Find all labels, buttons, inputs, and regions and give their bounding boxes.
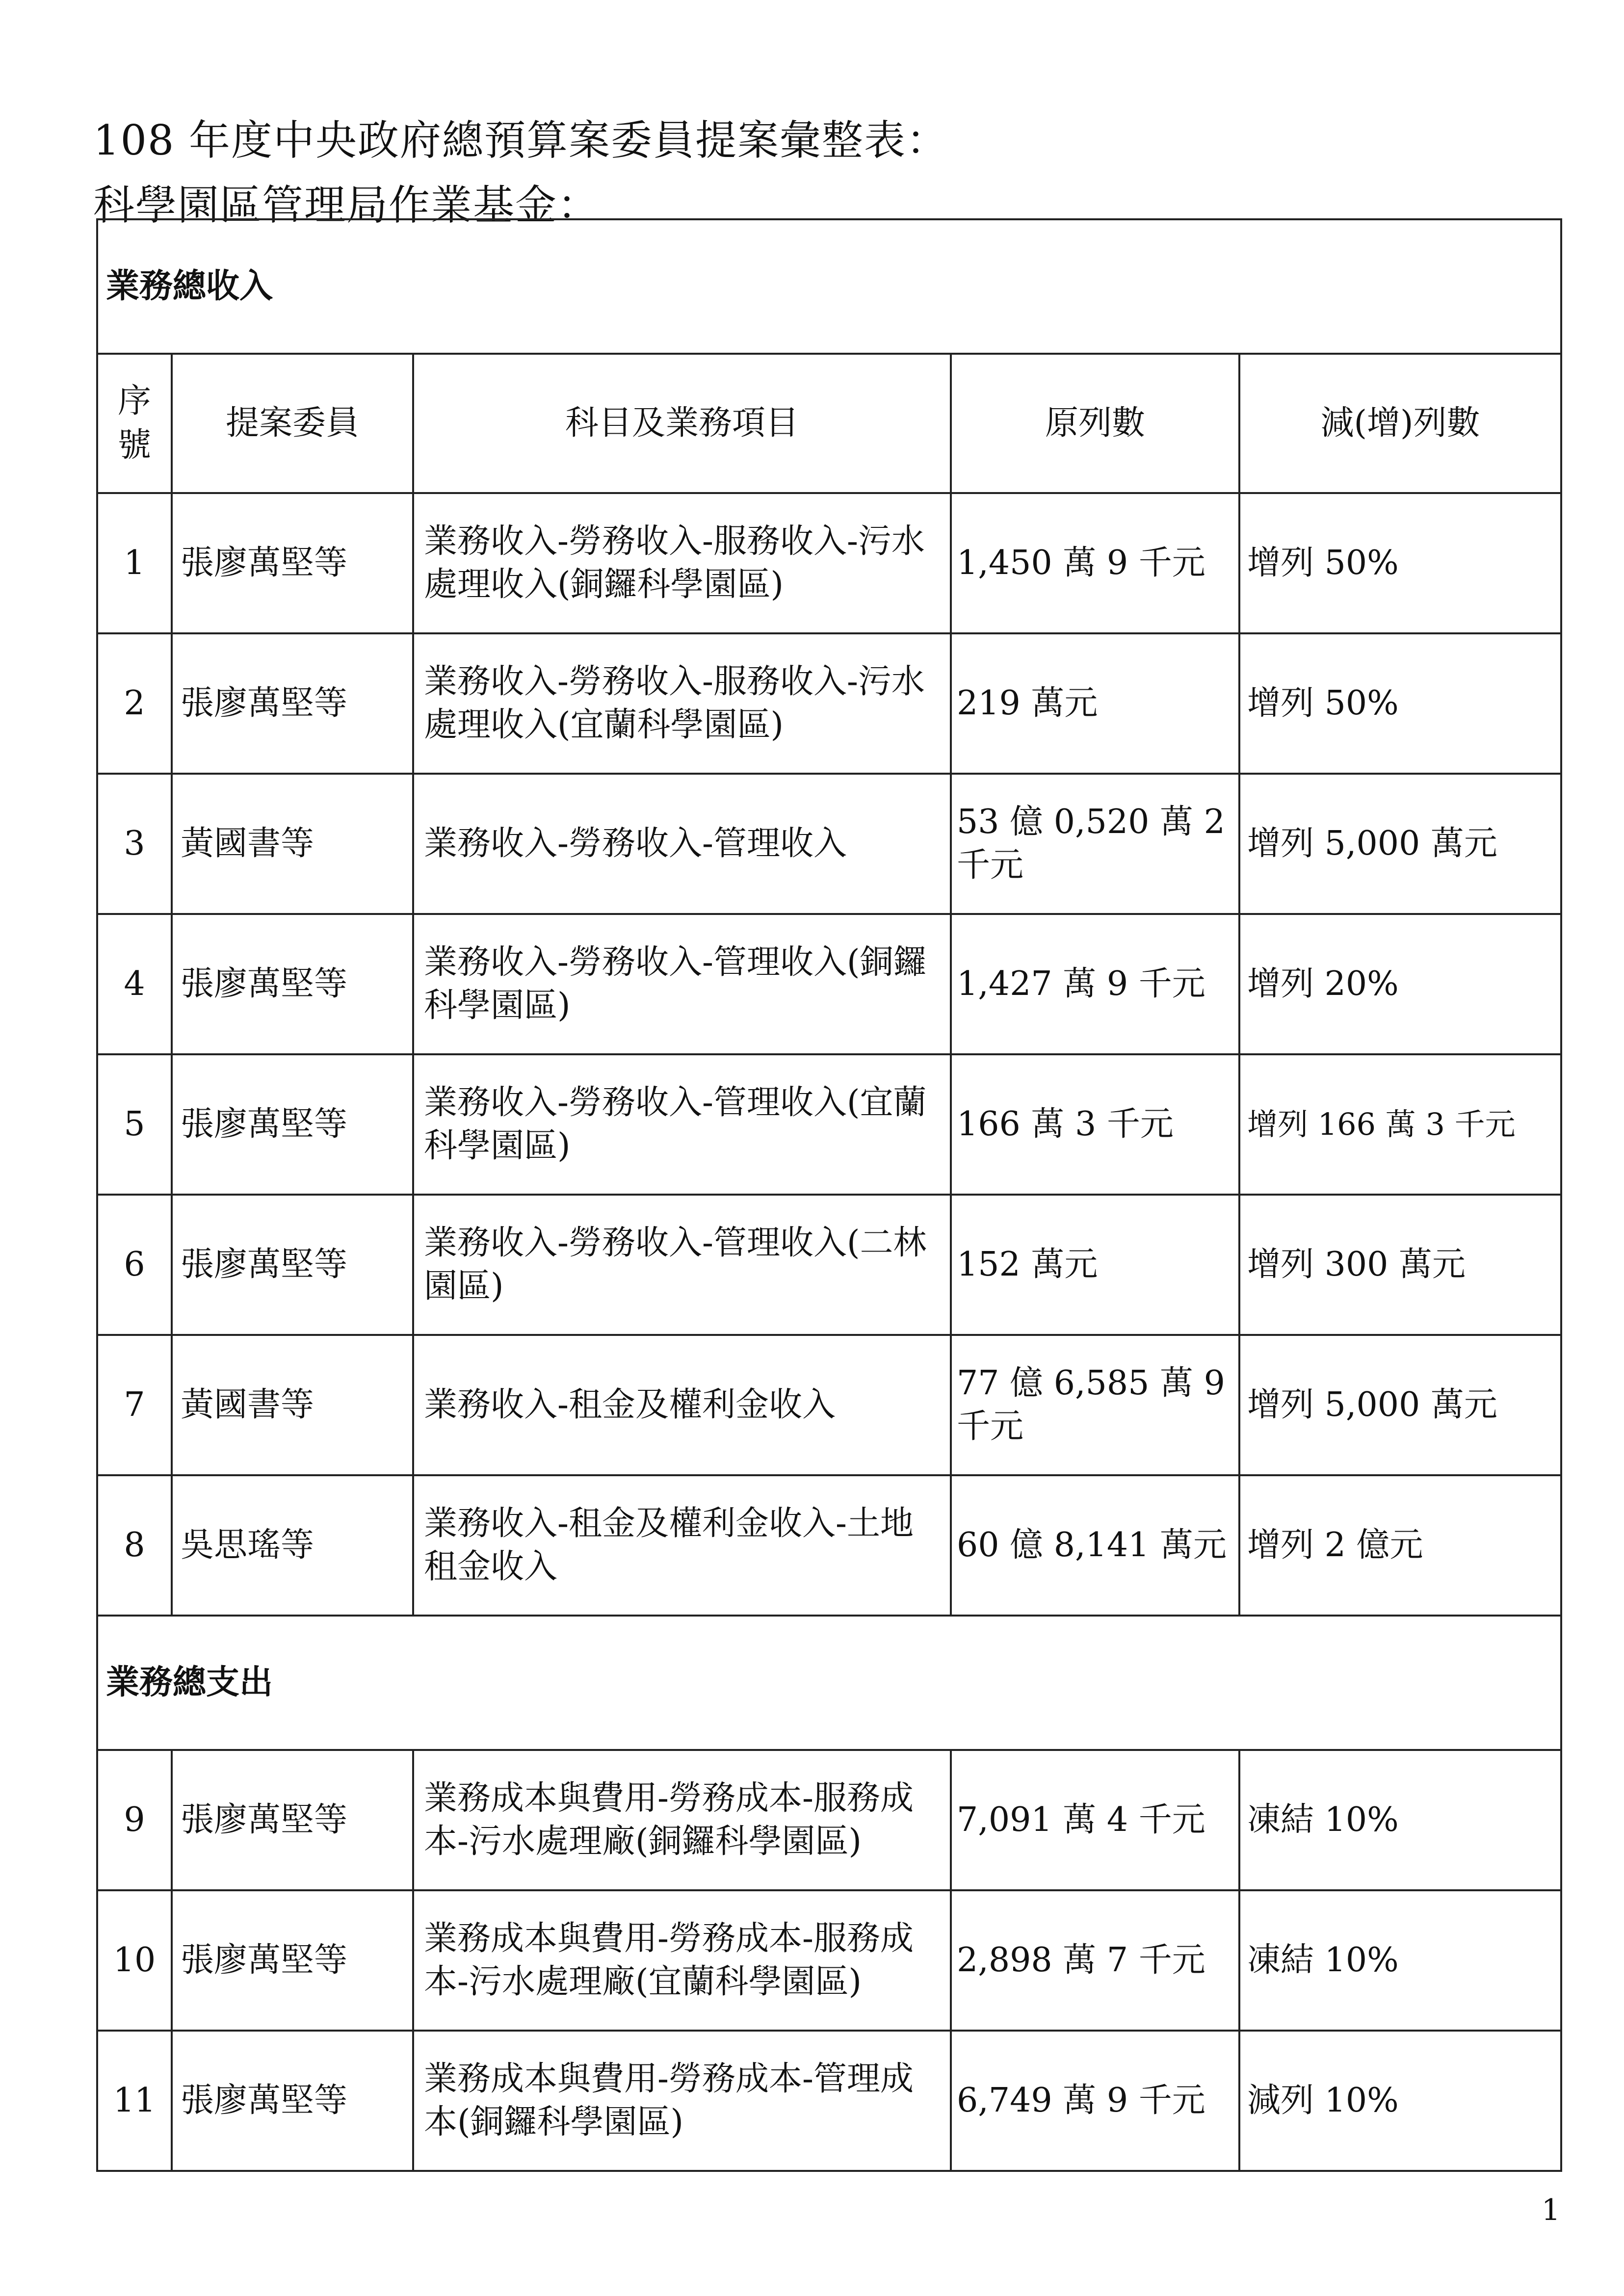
row-change: 增列 166 萬 3 千元 (1239, 1054, 1561, 1195)
row-proposer: 張廖萬堅等 (172, 1890, 413, 2031)
row-original: 7,091 萬 4 千元 (951, 1750, 1239, 1890)
title-line-2: 科學園區管理局作業基金： (93, 181, 600, 229)
row-original: 6,749 萬 9 千元 (951, 2031, 1239, 2171)
table-row (97, 493, 1561, 633)
row-number: 7 (97, 1335, 172, 1475)
row-proposer: 張廖萬堅等 (172, 1750, 413, 1890)
table-row (97, 774, 1561, 914)
table-row (97, 1475, 1561, 1616)
row-proposer: 張廖萬堅等 (172, 493, 413, 633)
row-item: 業務收入-勞務收入-管理收入(宜蘭科學園區) (413, 1054, 951, 1195)
title-line-1: 108 年度中央政府總預算案委員提案彙整表： (93, 116, 949, 164)
row-original: 77 億 6,585 萬 9 千元 (951, 1335, 1239, 1475)
row-item: 業務收入-勞務收入-服務收入-污水處理收入(宜蘭科學園區) (413, 633, 951, 774)
row-item: 業務收入-勞務收入-管理收入 (413, 774, 951, 914)
header-seq: 序號 (97, 354, 172, 493)
table-row (97, 1054, 1561, 1195)
row-item: 業務收入-勞務收入-管理收入(銅鑼科學園區) (413, 914, 951, 1054)
table-row (97, 914, 1561, 1054)
row-number: 1 (97, 493, 172, 633)
row-number: 3 (97, 774, 172, 914)
row-number: 10 (97, 1890, 172, 2031)
row-proposer: 張廖萬堅等 (172, 1054, 413, 1195)
table-row (97, 1335, 1561, 1475)
header-item: 科目及業務項目 (413, 354, 951, 493)
page-number: 1 (1541, 2193, 1560, 2227)
row-proposer: 張廖萬堅等 (172, 633, 413, 774)
table-row (97, 1750, 1561, 1890)
section-header-expenditure (97, 1616, 1561, 1750)
row-change: 增列 50% (1239, 493, 1561, 633)
table-row (97, 2031, 1561, 2171)
row-change: 增列 300 萬元 (1239, 1195, 1561, 1335)
row-number: 11 (97, 2031, 172, 2171)
header-original: 原列數 (951, 354, 1239, 493)
section-header-revenue (97, 219, 1561, 354)
row-original: 2,898 萬 7 千元 (951, 1890, 1239, 2031)
row-original: 1,450 萬 9 千元 (951, 493, 1239, 633)
row-number: 5 (97, 1054, 172, 1195)
row-proposer: 張廖萬堅等 (172, 2031, 413, 2171)
row-item: 業務成本與費用-勞務成本-管理成本(銅鑼科學園區) (413, 2031, 951, 2171)
row-change: 增列 2 億元 (1239, 1475, 1561, 1616)
row-original: 53 億 0,520 萬 2 千元 (951, 774, 1239, 914)
row-number: 6 (97, 1195, 172, 1335)
row-original: 166 萬 3 千元 (951, 1054, 1239, 1195)
row-item: 業務收入-勞務收入-服務收入-污水處理收入(銅鑼科學園區) (413, 493, 951, 633)
row-proposer: 黃國書等 (172, 1335, 413, 1475)
row-proposer: 張廖萬堅等 (172, 1195, 413, 1335)
row-change: 增列 5,000 萬元 (1239, 1335, 1561, 1475)
header-proposer: 提案委員 (172, 354, 413, 493)
row-item: 業務收入-勞務收入-管理收入(二林園區) (413, 1195, 951, 1335)
row-proposer: 張廖萬堅等 (172, 914, 413, 1054)
row-original: 60 億 8,141 萬元 (951, 1475, 1239, 1616)
table-row (97, 633, 1561, 774)
table-row (97, 1890, 1561, 2031)
row-number: 8 (97, 1475, 172, 1616)
section-title: 業務總支出 (106, 1663, 273, 1702)
row-item: 業務收入-租金及權利金收入-土地租金收入 (413, 1475, 951, 1616)
row-item: 業務成本與費用-勞務成本-服務成本-污水處理廠(銅鑼科學園區) (413, 1750, 951, 1890)
row-change: 減列 10% (1239, 2031, 1561, 2171)
table-row (97, 1195, 1561, 1335)
row-change: 增列 20% (1239, 914, 1561, 1054)
proposal-table (96, 218, 1562, 2172)
row-item: 業務收入-租金及權利金收入 (413, 1335, 951, 1475)
row-item: 業務成本與費用-勞務成本-服務成本-污水處理廠(宜蘭科學園區) (413, 1890, 951, 2031)
row-original: 1,427 萬 9 千元 (951, 914, 1239, 1054)
row-number: 2 (97, 633, 172, 774)
row-proposer: 吳思瑤等 (172, 1475, 413, 1616)
row-change: 增列 50% (1239, 633, 1561, 774)
header-change: 減(增)列數 (1239, 354, 1561, 493)
row-original: 152 萬元 (951, 1195, 1239, 1335)
row-number: 4 (97, 914, 172, 1054)
row-change: 凍結 10% (1239, 1890, 1561, 2031)
row-proposer: 黃國書等 (172, 774, 413, 914)
row-change: 凍結 10% (1239, 1750, 1561, 1890)
row-change: 增列 5,000 萬元 (1239, 774, 1561, 914)
row-original: 219 萬元 (951, 633, 1239, 774)
column-header-row (97, 354, 1561, 493)
section-title: 業務總收入 (106, 267, 273, 306)
row-number: 9 (97, 1750, 172, 1890)
